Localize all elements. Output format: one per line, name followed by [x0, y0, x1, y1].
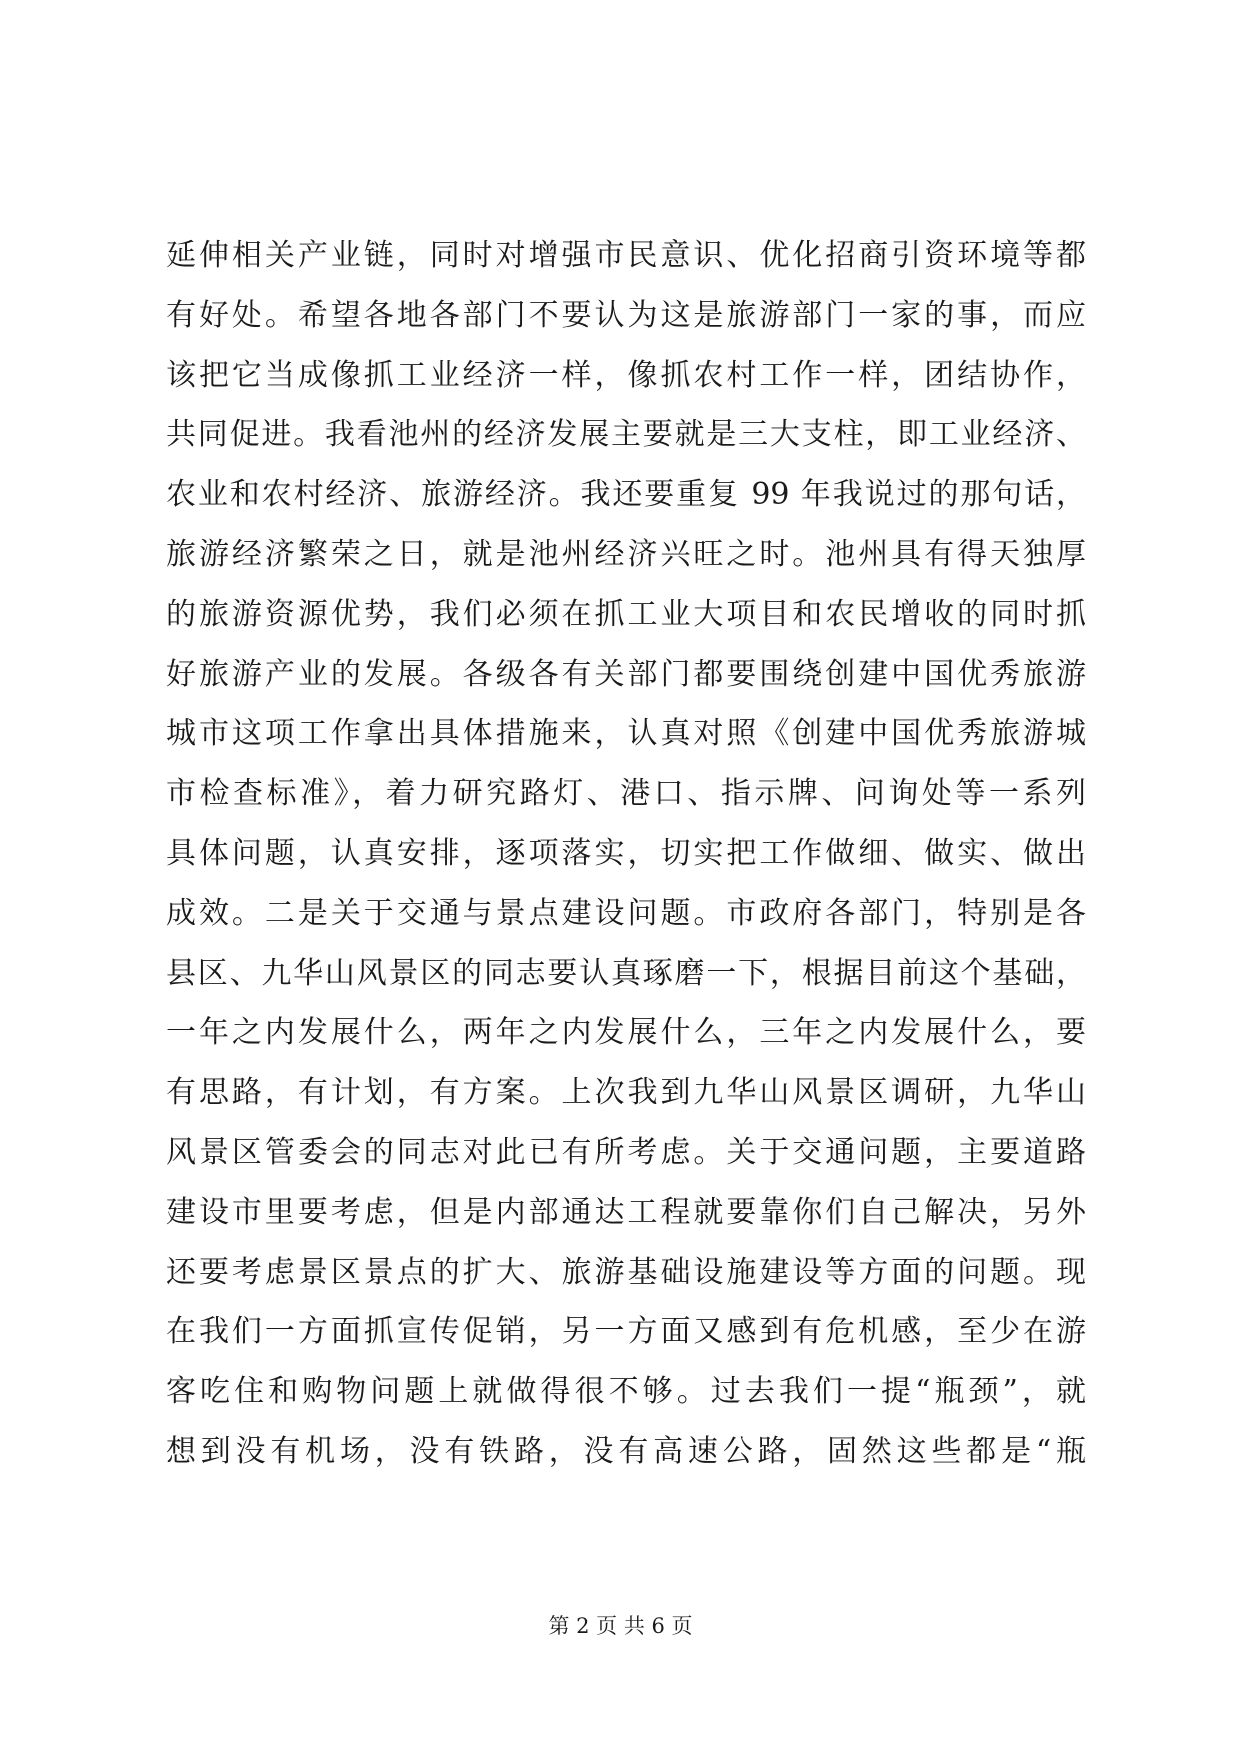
text-line: 客吃住和购物问题上就做得很不够。过去我们一提“瓶颈”，就: [166, 1374, 1086, 1410]
text-line: 有思路，有计划，有方案。上次我到九华山风景区调研，九华山: [166, 1075, 1086, 1111]
text-line: 县区、九华山风景区的同志要认真琢磨一下，根据目前这个基础，: [166, 955, 1086, 991]
text-line: 还要考虑景区景点的扩大、旅游基础设施建设等方面的问题。现: [166, 1254, 1086, 1290]
text-line: 市检查标准》，着力研究路灯、港口、指示牌、问询处等一系列: [166, 776, 1086, 812]
text-line: 成效。二是关于交通与景点建设问题。市政府各部门，特别是各: [166, 895, 1086, 931]
text-line: 的旅游资源优势，我们必须在抓工业大项目和农民增收的同时抓: [166, 596, 1086, 632]
text-line: 风景区管委会的同志对此已有所考虑。关于交通问题，主要道路: [166, 1134, 1086, 1170]
text-line: 一年之内发展什么，两年之内发展什么，三年之内发展什么，要: [166, 1015, 1086, 1051]
text-line: 农业和农村经济、旅游经济。我还要重复 99 年我说过的那句话，: [166, 477, 1086, 513]
text-line: 延伸相关产业链，同时对增强市民意识、优化招商引资环境等都: [166, 238, 1086, 273]
text-line: 城市这项工作拿出具体措施来，认真对照《创建中国优秀旅游城: [166, 716, 1086, 752]
text-line: 在我们一方面抓宣传促销，另一方面又感到有危机感，至少在游: [166, 1314, 1086, 1350]
body-text: [166, 226, 1086, 1482]
text-line: 好旅游产业的发展。各级各有关部门都要围绕创建中国优秀旅游: [166, 656, 1086, 692]
text-line: 具体问题，认真安排，逐项落实，切实把工作做细、做实、做出: [166, 835, 1086, 871]
text-line: 共同促进。我看池州的经济发展主要就是三大支柱，即工业经济、: [166, 417, 1086, 453]
text-line: 想到没有机场，没有铁路，没有高速公路，固然这些都是“瓶: [166, 1433, 1086, 1469]
page-footer: [0, 1612, 1241, 1640]
text-line: 建设市里要考虑，但是内部通达工程就要靠你们自己解决，另外: [166, 1194, 1086, 1230]
text-line: 有好处。希望各地各部门不要认为这是旅游部门一家的事，而应: [166, 297, 1086, 333]
text-line: 该把它当成像抓工业经济一样，像抓农村工作一样，团结协作，: [166, 357, 1086, 393]
page-indicator: 第 2 页 共 6 页: [548, 1614, 693, 1638]
text-line: 旅游经济繁荣之日，就是池州经济兴旺之时。池州具有得天独厚: [166, 536, 1086, 572]
